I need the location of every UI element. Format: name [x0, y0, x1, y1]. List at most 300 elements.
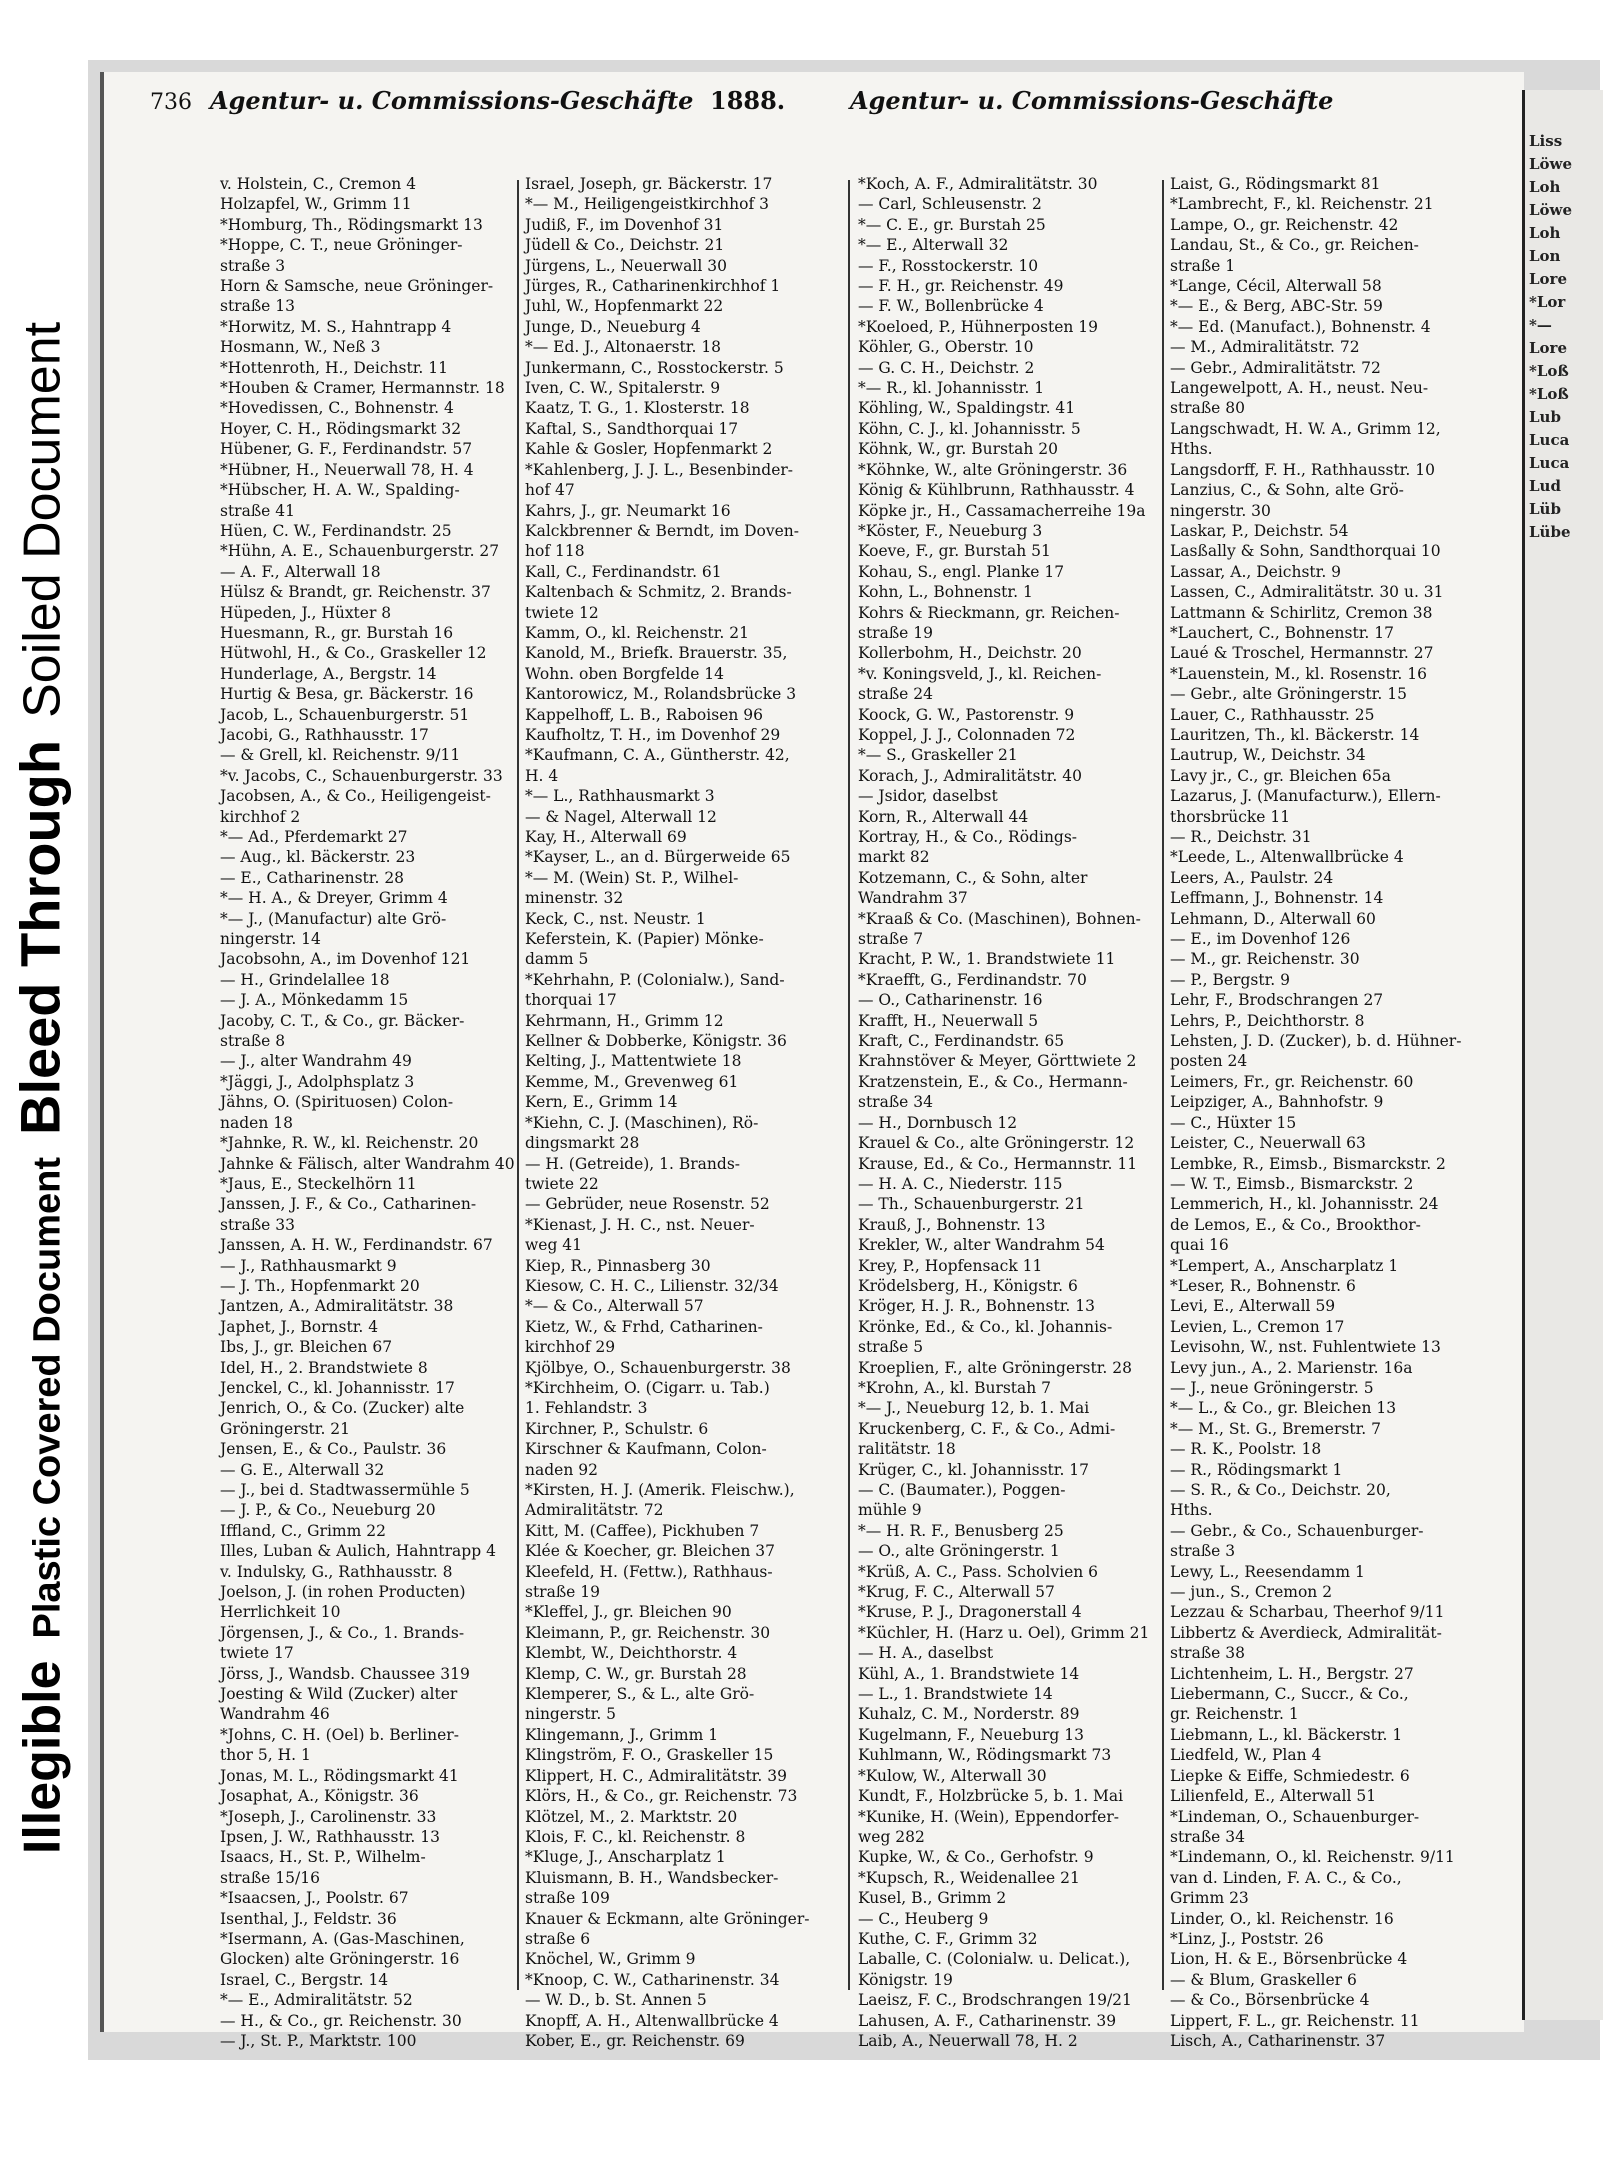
directory-entry: Josaphat, A., Königstr. 36: [220, 1787, 419, 1806]
facing-page-fragment: *Lor: [1529, 293, 1566, 311]
directory-entry: — H. A., daselbst: [858, 1644, 994, 1663]
directory-entry: *Lauchert, C., Bohnenstr. 17: [1170, 623, 1394, 642]
directory-entry: Isaacs, H., St. P., Wilhelm-: [220, 1848, 426, 1867]
directory-entry: Kantorowicz, M., Rolandsbrücke 3: [525, 685, 797, 704]
directory-entry: *Lindeman, O., Schauenburger-: [1170, 1807, 1420, 1826]
directory-entry: Krüger, C., kl. Johannisstr. 17: [858, 1460, 1090, 1479]
directory-entry: Lazarus, J. (Manufacturw.), Ellern-: [1170, 787, 1441, 806]
directory-entry: hof 118: [525, 542, 585, 561]
directory-entry: Liepke & Eiffe, Schmiedestr. 6: [1170, 1766, 1410, 1785]
directory-entry: Hüen, C. W., Ferdinandstr. 25: [220, 521, 452, 540]
directory-entry: Kollerbohm, H., Deichstr. 20: [858, 644, 1082, 663]
directory-entry: straße 19: [858, 623, 934, 642]
directory-entry: straße 3: [1170, 1542, 1236, 1561]
directory-entry: — M., Admiralitätstr. 72: [1170, 338, 1360, 357]
directory-entry: Hosmann, W., Neß 3: [220, 338, 381, 357]
directory-entry: Leipziger, A., Bahnhofstr. 9: [1170, 1093, 1384, 1112]
directory-entry: — C. (Baumater.), Poggen-: [858, 1481, 1066, 1499]
directory-entry: Köhnk, W., gr. Burstah 20: [858, 440, 1059, 459]
directory-entry: — R., Rödingsmarkt 1: [1170, 1460, 1343, 1479]
directory-entry: mühle 9: [858, 1501, 922, 1520]
directory-entry: ningerstr. 5: [525, 1705, 617, 1724]
directory-entry: Krödelsberg, H., Königstr. 6: [858, 1276, 1078, 1295]
directory-entry: *Leede, L., Altenwallbrücke 4: [1170, 848, 1404, 867]
directory-column-2: [525, 174, 840, 2050]
directory-entry: Kraft, C., Ferdinandstr. 65: [858, 1032, 1065, 1051]
directory-entry: *Kienast, J. H. C., nst. Neuer-: [525, 1215, 755, 1234]
directory-entry: Korn, R., Alterwall 44: [858, 807, 1029, 826]
directory-entry: — Th., Schauenburgerstr. 21: [858, 1195, 1085, 1214]
directory-entry: *— Ed. (Manufact.), Bohnenstr. 4: [1170, 317, 1431, 336]
directory-entry: *— J., (Manufactur) alte Grö-: [220, 909, 447, 928]
directory-entry: kirchhof 29: [525, 1338, 616, 1357]
directory-entry: *Johns, C. H. (Oel) b. Berliner-: [220, 1725, 459, 1744]
directory-entry: Linder, O., kl. Reichenstr. 16: [1170, 1909, 1394, 1928]
directory-entry: Kaatz, T. G., 1. Klosterstr. 18: [525, 399, 750, 418]
directory-entry: Kundt, F., Holzbrücke 5, b. 1. Mai: [858, 1787, 1124, 1806]
directory-entry: Kratzenstein, E., & Co., Hermann-: [858, 1072, 1128, 1091]
directory-entry: *Küchler, H. (Harz u. Oel), Grimm 21: [858, 1623, 1150, 1642]
directory-column-4: [1170, 174, 1485, 2050]
directory-entry: *— H. A., & Dreyer, Grimm 4: [220, 889, 448, 908]
directory-entry: Kehrmann, H., Grimm 12: [525, 1011, 724, 1030]
directory-entry: *Koch, A. F., Admiralitätstr. 30: [858, 175, 1098, 193]
directory-entry: *Isaacsen, J., Poolstr. 67: [220, 1889, 409, 1908]
directory-entry: *Linz, J., Poststr. 26: [1170, 1929, 1324, 1948]
facing-page-fragment: Luca: [1529, 454, 1570, 472]
directory-entry: straße 6: [525, 1929, 591, 1948]
directory-entry: straße 34: [1170, 1827, 1246, 1846]
facing-page-fragment: Löwe: [1529, 201, 1573, 219]
directory-entry: — G. E., Alterwall 32: [220, 1460, 385, 1479]
directory-entry: *Lauenstein, M., kl. Rosenstr. 16: [1170, 664, 1428, 683]
directory-entry: — J., Rathhausmarkt 9: [220, 1256, 397, 1275]
facing-page-fragment: Loh: [1529, 178, 1561, 196]
directory-entry: Lahusen, A. F., Catharinenstr. 39: [858, 2011, 1117, 2030]
directory-entry: Klée & Koecher, gr. Bleichen 37: [525, 1542, 776, 1561]
directory-entry: Hütwohl, H., & Co., Graskeller 12: [220, 644, 487, 663]
directory-entry: *Isermann, A. (Gas-Maschinen,: [220, 1929, 465, 1948]
directory-entry: Kahle & Gosler, Hopfenmarkt 2: [525, 440, 773, 459]
directory-entry: twiete 12: [525, 603, 599, 622]
directory-entry: Krekler, W., alter Wandrahm 54: [858, 1236, 1105, 1255]
directory-entry: Kelting, J., Mattentwiete 18: [525, 1052, 742, 1071]
directory-entry: Hülsz & Brandt, gr. Reichenstr. 37: [220, 583, 491, 602]
directory-entry: Krey, P., Hopfensack 11: [858, 1256, 1043, 1275]
facing-page-fragment: Lore: [1529, 270, 1567, 288]
directory-entry: Klemp, C. W., gr. Burstah 28: [525, 1664, 747, 1683]
directory-entry: Köpke jr., H., Cassamacherreihe 19a: [858, 501, 1146, 520]
directory-entry: straße 80: [1170, 399, 1246, 418]
condition-bleed-through: Bleed Through: [8, 739, 72, 1135]
directory-entry: Leffmann, J., Bohnenstr. 14: [1170, 889, 1384, 908]
directory-entry: Herrlichkeit 10: [220, 1603, 341, 1622]
directory-entry: Knopff, A. H., Altenwallbrücke 4: [525, 2011, 779, 2030]
directory-entry: Lezzau & Scharbau, Theerhof 9/11: [1170, 1603, 1445, 1622]
directory-entry: v. Holstein, C., Cremon 4: [220, 175, 417, 193]
directory-entry: *— H. R. F., Benusberg 25: [858, 1521, 1064, 1540]
column-divider: [1162, 180, 1164, 1990]
directory-entry: *v. Jacobs, C., Schauenburgerstr. 33: [220, 766, 503, 785]
directory-entry: *Kunike, H. (Wein), Eppendorfer-: [858, 1807, 1119, 1826]
directory-entry: Lisch, A., Catharinenstr. 37: [1170, 2031, 1386, 2050]
directory-entry: thorsbrücke 11: [1170, 807, 1291, 826]
directory-entry: — jun., S., Cremon 2: [1170, 1583, 1333, 1602]
directory-entry: minenstr. 32: [525, 889, 624, 908]
directory-entry: Lavy jr., C., gr. Bleichen 65a: [1170, 766, 1392, 785]
directory-entry: Lehmann, D., Alterwall 60: [1170, 909, 1376, 928]
directory-entry: Kuhalz, C. M., Norderstr. 89: [858, 1705, 1080, 1724]
directory-entry: Levy jun., A., 2. Marienstr. 16a: [1170, 1358, 1413, 1377]
directory-entry: straße 7: [858, 930, 924, 949]
document-condition-label: [0, 0, 80, 2177]
directory-entry: Hths.: [1170, 1501, 1213, 1520]
directory-entry: Kohn, L., Bohnenstr. 1: [858, 583, 1033, 602]
directory-entry: *Knoop, C. W., Catharinenstr. 34: [525, 1970, 780, 1989]
condition-illegible: Illegible: [13, 1660, 72, 1855]
directory-entry: *Krug, F. C., Alterwall 57: [858, 1583, 1055, 1602]
directory-entry: Ipsen, J. W., Rathhausstr. 13: [220, 1827, 440, 1846]
directory-entry: *Koeloed, P., Hühnerposten 19: [858, 317, 1099, 336]
condition-soiled: Soiled Document: [13, 321, 72, 718]
directory-entry: Jacobsohn, A., im Dovenhof 121: [220, 950, 471, 969]
directory-entry: *Kleffel, J., gr. Bleichen 90: [525, 1603, 732, 1622]
directory-entry: straße 19: [525, 1583, 601, 1602]
directory-entry: ningerstr. 14: [220, 930, 321, 949]
directory-entry: Kaftal, S., Sandthorquai 17: [525, 419, 739, 438]
directory-entry: Kroeplien, F., alte Gröningerstr. 28: [858, 1358, 1133, 1377]
directory-entry: — J., alter Wandrahm 49: [220, 1052, 412, 1071]
directory-entry: Kjölbye, O., Schauenburgerstr. 38: [525, 1358, 791, 1377]
directory-entry: *— L., & Co., gr. Bleichen 13: [1170, 1399, 1397, 1418]
directory-entry: Lion, H. & E., Börsenbrücke 4: [1170, 1950, 1408, 1969]
directory-entry: Gröningerstr. 21: [220, 1419, 351, 1438]
directory-entry: straße 13: [220, 297, 296, 316]
directory-entry: — L., 1. Brandstwiete 14: [858, 1685, 1053, 1704]
directory-entry: *Lempert, A., Anscharplatz 1: [1170, 1256, 1399, 1275]
directory-entry: Lassen, C., Admiralitätstr. 30 u. 31: [1170, 583, 1444, 602]
directory-entry: Iffland, C., Grimm 22: [220, 1521, 386, 1540]
facing-page-fragment: Lübe: [1529, 523, 1571, 541]
directory-entry: naden 92: [525, 1460, 598, 1479]
directory-entry: straße 41: [220, 501, 296, 520]
directory-entry: *Kruse, P. J., Dragonerstall 4: [858, 1603, 1082, 1622]
directory-entry: hof 47: [525, 481, 575, 500]
directory-entry: Jenckel, C., kl. Johannisstr. 17: [220, 1378, 455, 1397]
directory-entry: Hüpeden, J., Hüxter 8: [220, 603, 392, 622]
directory-entry: *— L., Rathhausmarkt 3: [525, 787, 715, 806]
condition-plastic-covered: Plastic Covered Document: [26, 1157, 69, 1639]
directory-entry: Kober, E., gr. Reichenstr. 69: [525, 2031, 745, 2050]
directory-entry: — & Co., Börsenbrücke 4: [1170, 1991, 1370, 2010]
directory-entry: *— Ed. J., Altonaerstr. 18: [525, 338, 722, 357]
directory-entry: 1. Fehlandstr. 3: [525, 1399, 648, 1418]
directory-entry: *Homburg, Th., Rödingsmarkt 13: [220, 215, 483, 234]
directory-entry: Landau, St., & Co., gr. Reichen-: [1170, 236, 1419, 255]
directory-entry: *Kiehn, C. J. (Maschinen), Rö-: [525, 1113, 759, 1132]
directory-entry: — Gebr., & Co., Schauenburger-: [1170, 1521, 1424, 1540]
directory-entry: damm 5: [525, 950, 589, 969]
directory-entry: straße 33: [220, 1215, 296, 1234]
facing-page-fragment: Lore: [1529, 339, 1567, 357]
directory-entry: straße 24: [858, 685, 934, 704]
directory-entry: Lauer, C., Rathhausstr. 25: [1170, 705, 1375, 724]
directory-entry: Keck, C., nst. Neustr. 1: [525, 909, 706, 928]
directory-entry: v. Indulsky, G., Rathhausstr. 8: [220, 1562, 453, 1581]
directory-entry: *— E., Admiralitätstr. 52: [220, 1991, 413, 2010]
directory-entry: *— J., Neueburg 12, b. 1. Mai: [858, 1399, 1090, 1418]
directory-entry: Jantzen, A., Admiralitätstr. 38: [220, 1297, 454, 1316]
directory-entry: Kracht, P. W., 1. Brandstwiete 11: [858, 950, 1116, 969]
directory-entry: *Houben & Cramer, Hermannstr. 18: [220, 379, 505, 398]
directory-entry: — & Blum, Graskeller 6: [1170, 1970, 1357, 1989]
directory-entry: Liebermann, C., Succr., & Co.,: [1170, 1685, 1409, 1704]
directory-entry: Kluismann, B. H., Wandsbecker-: [525, 1868, 779, 1887]
directory-entry: Lautrup, W., Deichstr. 34: [1170, 746, 1366, 765]
directory-entry: — C., Hüxter 15: [1170, 1113, 1297, 1132]
directory-entry: Klemperer, S., & L., alte Grö-: [525, 1685, 755, 1704]
directory-entry: Kamm, O., kl. Reichenstr. 21: [525, 623, 749, 642]
directory-entry: Jörss, J., Wandsb. Chaussee 319: [220, 1664, 470, 1683]
directory-entry: Köhler, G., Oberstr. 10: [858, 338, 1034, 357]
directory-entry: — J. A., Mönkedamm 15: [220, 991, 409, 1010]
directory-entry: Krahnstöver & Meyer, Görttwiete 2: [858, 1052, 1137, 1071]
directory-entry: Leers, A., Paulstr. 24: [1170, 868, 1334, 887]
directory-entry: — H., & Co., gr. Reichenstr. 30: [220, 2011, 462, 2030]
facing-page-fragment: *Loß: [1529, 362, 1569, 380]
directory-entry: Köhn, C. J., kl. Johannisstr. 5: [858, 419, 1081, 438]
directory-entry: straße 15/16: [220, 1868, 320, 1887]
directory-entry: straße 34: [858, 1093, 934, 1112]
directory-entry: weg 41: [525, 1236, 583, 1255]
directory-entry: — Gebr., Admiralitätstr. 72: [1170, 358, 1381, 377]
directory-entry: Kiep, R., Pinnasberg 30: [525, 1256, 711, 1275]
directory-entry: *Kulow, W., Alterwall 30: [858, 1766, 1047, 1785]
directory-entry: Klingström, F. O., Graskeller 15: [525, 1746, 774, 1765]
facing-page-fragment: Lüb: [1529, 500, 1561, 518]
directory-entry: Jürges, R., Catharinenkirchhof 1: [525, 277, 781, 296]
directory-entry: Knauer & Eckmann, alte Gröninger-: [525, 1909, 810, 1928]
directory-entry: Kirchner, P., Schulstr. 6: [525, 1419, 709, 1438]
directory-entry: Koock, G. W., Pastorenstr. 9: [858, 705, 1075, 724]
directory-entry: Glocken) alte Gröningerstr. 16: [220, 1950, 460, 1969]
directory-entry: Laballe, C. (Colonialw. u. Delicat.),: [858, 1950, 1131, 1969]
directory-entry: Kay, H., Alterwall 69: [525, 828, 687, 846]
directory-entry: Iven, C. W., Spitalerstr. 9: [525, 379, 721, 398]
directory-entry: Korach, J., Admiralitätstr. 40: [858, 766, 1082, 785]
directory-entry: *Lange, Cécil, Alterwall 58: [1170, 277, 1382, 296]
directory-entry: Jürgens, L., Neuerwall 30: [525, 256, 727, 275]
directory-entry: — R., Deichstr. 31: [1170, 828, 1312, 846]
directory-entry: — A. F., Alterwall 18: [220, 562, 381, 581]
directory-entry: *— S., Graskeller 21: [858, 746, 1018, 765]
directory-entry: thor 5, H. 1: [220, 1746, 311, 1765]
directory-entry: van d. Linden, F. A. C., & Co.,: [1170, 1868, 1402, 1887]
directory-entry: — J., neue Gröningerstr. 5: [1170, 1378, 1374, 1397]
directory-entry: Kellner & Dobberke, Königstr. 36: [525, 1032, 787, 1051]
directory-entry: Klembt, W., Deichthorstr. 4: [525, 1644, 738, 1663]
directory-entry: Leister, C., Neuerwall 63: [1170, 1134, 1366, 1153]
directory-entry: *Hottenroth, H., Deichstr. 11: [220, 358, 449, 377]
directory-entry: markt 82: [858, 848, 930, 867]
directory-entry: Wohn. oben Borgfelde 14: [525, 664, 725, 683]
directory-entry: Lassar, A., Deichstr. 9: [1170, 562, 1342, 581]
directory-entry: Joelson, J. (in rohen Producten): [220, 1583, 466, 1602]
facing-page-fragment: *—: [1529, 316, 1552, 334]
directory-entry: König & Kühlbrunn, Rathhausstr. 4: [858, 481, 1135, 500]
directory-entry: — C., Heuberg 9: [858, 1909, 989, 1928]
directory-entry: weg 282: [858, 1827, 925, 1846]
directory-entry: — Jsidor, daselbst: [858, 787, 998, 806]
directory-entry: Jahnke & Fälisch, alter Wandrahm 40: [220, 1154, 515, 1173]
directory-entry: Hurtig & Besa, gr. Bäckerstr. 16: [220, 685, 474, 704]
directory-column-3: [858, 174, 1173, 2050]
directory-entry: *Krohn, A., kl. Burstah 7: [858, 1378, 1052, 1397]
directory-entry: ralitätstr. 18: [858, 1440, 956, 1459]
directory-entry: — J. Th., Hopfenmarkt 20: [220, 1276, 420, 1295]
facing-page-fragment: Löwe: [1529, 155, 1573, 173]
directory-entry: *Köster, F., Neueburg 3: [858, 521, 1043, 540]
directory-entry: Kotzemann, C., & Sohn, alter: [858, 868, 1088, 887]
directory-entry: Langewelpott, A. H., neust. Neu-: [1170, 379, 1429, 398]
directory-entry: Kohrs & Rieckmann, gr. Reichen-: [858, 603, 1120, 622]
directory-entry: *Horwitz, M. S., Hahntrapp 4: [220, 317, 452, 336]
directory-entry: Lichtenheim, L. H., Bergstr. 27: [1170, 1664, 1414, 1683]
directory-entry: Wandrahm 37: [858, 889, 968, 908]
directory-entry: Kietz, W., & Frhd, Catharinen-: [525, 1317, 763, 1336]
directory-entry: Kalckbrenner & Berndt, im Doven-: [525, 521, 800, 540]
directory-entry: *v. Koningsveld, J., kl. Reichen-: [858, 664, 1102, 683]
directory-entry: Lehrs, P., Deichthorstr. 8: [1170, 1011, 1365, 1030]
directory-entry: *Jäggi, J., Adolphsplatz 3: [220, 1072, 415, 1091]
directory-entry: Lippert, F. L., gr. Reichenstr. 11: [1170, 2011, 1420, 2030]
directory-entry: Langschwadt, H. W. A., Grimm 12,: [1170, 419, 1441, 438]
directory-entry: *Köhnke, W., alte Gröningerstr. 36: [858, 460, 1128, 479]
directory-entry: *— M., St. G., Bremerstr. 7: [1170, 1419, 1381, 1438]
directory-entry: Köhling, W., Spaldingstr. 41: [858, 399, 1076, 418]
directory-entry: Kanold, M., Briefk. Brauerstr. 35,: [525, 644, 788, 663]
directory-entry: Israel, Joseph, gr. Bäckerstr. 17: [525, 175, 773, 193]
directory-entry: Jonas, M. L., Rödingsmarkt 41: [220, 1766, 459, 1785]
directory-entry: *Leser, R., Bohnenstr. 6: [1170, 1276, 1356, 1295]
directory-entry: Kühl, A., 1. Brandstwiete 14: [858, 1664, 1080, 1683]
column-divider: [848, 180, 850, 1990]
directory-entry: Klötzel, M., 2. Marktstr. 20: [525, 1807, 738, 1826]
directory-entry: *Kraaß & Co. (Maschinen), Bohnen-: [858, 909, 1141, 928]
directory-entry: Laist, G., Rödingsmarkt 81: [1170, 175, 1381, 193]
directory-entry: Lemmerich, H., kl. Johannisstr. 24: [1170, 1195, 1439, 1214]
directory-entry: *Kayser, L., an d. Bürgerweide 65: [525, 848, 791, 867]
facing-page-fragment: Liss: [1529, 132, 1563, 150]
directory-entry: *Kluge, J., Anscharplatz 1: [525, 1848, 726, 1867]
directory-entry: *Lindemann, O., kl. Reichenstr. 9/11: [1170, 1848, 1455, 1867]
directory-entry: Krafft, H., Neuerwall 5: [858, 1011, 1039, 1030]
directory-entry: — H. (Getreide), 1. Brands-: [525, 1154, 741, 1173]
directory-column-1: [220, 174, 535, 2050]
directory-entry: Lauritzen, Th., kl. Bäckerstr. 14: [1170, 725, 1420, 744]
directory-entry: — F., Rosstockerstr. 10: [858, 256, 1039, 275]
directory-entry: *— E., & Berg, ABC-Str. 59: [1170, 297, 1383, 316]
directory-entry: Jensen, E., & Co., Paulstr. 36: [220, 1440, 447, 1459]
directory-entry: *— M., Heiligengeistkirchhof 3: [525, 195, 769, 214]
directory-entry: *Hübner, H., Neuerwall 78, H. 4: [220, 460, 474, 479]
directory-entry: Jähns, O. (Spirituosen) Colon-: [220, 1093, 454, 1112]
facing-page-fragment: Lud: [1529, 477, 1561, 495]
directory-entry: — W. T., Eimsb., Bismarckstr. 2: [1170, 1174, 1414, 1193]
directory-entry: Lattmann & Schirlitz, Cremon 38: [1170, 603, 1433, 622]
directory-entry: Kahrs, J., gr. Neumarkt 16: [525, 501, 731, 520]
directory-entry: Kappelhoff, L. B., Raboisen 96: [525, 705, 763, 724]
adjacent-page-edge: [1522, 90, 1603, 2020]
directory-entry: Kuthe, C. F., Grimm 32: [858, 1929, 1038, 1948]
directory-entry: Illes, Luban & Aulich, Hahntrapp 4: [220, 1542, 496, 1561]
directory-entry: — Gebr., alte Gröningerstr. 15: [1170, 685, 1407, 704]
directory-entry: Klois, F. C., kl. Reichenstr. 8: [525, 1827, 746, 1846]
directory-entry: *— R., kl. Johannisstr. 1: [858, 379, 1045, 398]
directory-entry: Kitt, M. (Caffee), Pickhuben 7: [525, 1521, 760, 1540]
directory-entry: — & Grell, kl. Reichenstr. 9/11: [220, 746, 461, 765]
directory-entry: Kall, C., Ferdinandstr. 61: [525, 562, 722, 581]
directory-entry: Junkermann, C., Rosstockerstr. 5: [525, 358, 784, 377]
directory-entry: *Kraefft, G., Ferdinandstr. 70: [858, 970, 1087, 989]
directory-entry: *Kirsten, H. J. (Amerik. Fleischw.),: [525, 1481, 795, 1499]
directory-entry: *Lambrecht, F., kl. Reichenstr. 21: [1170, 195, 1434, 214]
directory-entry: *Kehrhahn, P. (Colonialw.), Sand-: [525, 970, 785, 989]
directory-entry: Junge, D., Neueburg 4: [525, 317, 701, 336]
directory-entry: *Hoppe, C. T., neue Gröninger-: [220, 236, 463, 255]
directory-entry: Laeisz, F. C., Brodschrangen 19/21: [858, 1991, 1132, 2010]
directory-entry: gr. Reichenstr. 1: [1170, 1705, 1299, 1724]
section-title-right: Agentur- u. Commissions-Geschäfte: [850, 86, 1334, 115]
directory-entry: H. 4: [525, 766, 559, 785]
directory-entry: Wandrahm 46: [220, 1705, 330, 1724]
directory-entry: Kiesow, C. H. C., Lilienstr. 32/34: [525, 1276, 779, 1295]
directory-entry: — E., im Dovenhof 126: [1170, 930, 1351, 949]
directory-entry: Jüdell & Co., Deichstr. 21: [525, 236, 725, 255]
directory-entry: *Hübscher, H. A. W., Spalding-: [220, 481, 460, 500]
page-header: [150, 86, 1470, 134]
directory-entry: Liebmann, L., kl. Bäckerstr. 1: [1170, 1725, 1403, 1744]
directory-entry: Lembke, R., Eimsb., Bismarckstr. 2: [1170, 1154, 1446, 1173]
facing-page-fragment: Lub: [1529, 408, 1561, 426]
directory-entry: Kruckenberg, C. F., & Co., Admi-: [858, 1419, 1116, 1438]
directory-entry: Admiralitätstr. 72: [525, 1501, 664, 1520]
section-title-left: Agentur- u. Commissions-Geschäfte: [210, 86, 694, 115]
directory-entry: Lilienfeld, E., Alterwall 51: [1170, 1787, 1377, 1806]
directory-entry: straße 8: [220, 1032, 286, 1051]
directory-entry: — F. H., gr. Reichenstr. 49: [858, 277, 1064, 296]
directory-entry: Lampe, O., gr. Reichenstr. 42: [1170, 215, 1399, 234]
facing-page-fragment: Luca: [1529, 431, 1570, 449]
facing-page-fragment: Loh: [1529, 224, 1561, 242]
directory-entry: Libbertz & Averdieck, Admiralität-: [1170, 1623, 1442, 1642]
directory-entry: Liedfeld, W., Plan 4: [1170, 1746, 1322, 1765]
directory-entry: Huesmann, R., gr. Burstah 16: [220, 623, 454, 642]
directory-entry: Kortray, H., & Co., Rödings-: [858, 828, 1078, 846]
directory-entry: Levi, E., Alterwall 59: [1170, 1297, 1336, 1316]
directory-entry: *Hovedissen, C., Bohnenstr. 4: [220, 399, 454, 418]
directory-entry: Kuhlmann, W., Rödingsmarkt 73: [858, 1746, 1112, 1765]
directory-entry: Klörs, H., & Co., gr. Reichenstr. 73: [525, 1787, 798, 1806]
facing-page-fragment: Lon: [1529, 247, 1561, 265]
directory-entry: Hunderlage, A., Bergstr. 14: [220, 664, 437, 683]
directory-entry: — Carl, Schleusenstr. 2: [858, 195, 1042, 214]
directory-entry: Kohau, S., engl. Planke 17: [858, 562, 1065, 581]
directory-entry: Jacobsen, A., & Co., Heiligengeist-: [220, 787, 491, 806]
directory-entry: *Jaus, E., Steckelhörn 11: [220, 1174, 417, 1193]
directory-entry: Klingemann, J., Grimm 1: [525, 1725, 719, 1744]
directory-entry: de Lemos, E., & Co., Brookthor-: [1170, 1215, 1421, 1234]
